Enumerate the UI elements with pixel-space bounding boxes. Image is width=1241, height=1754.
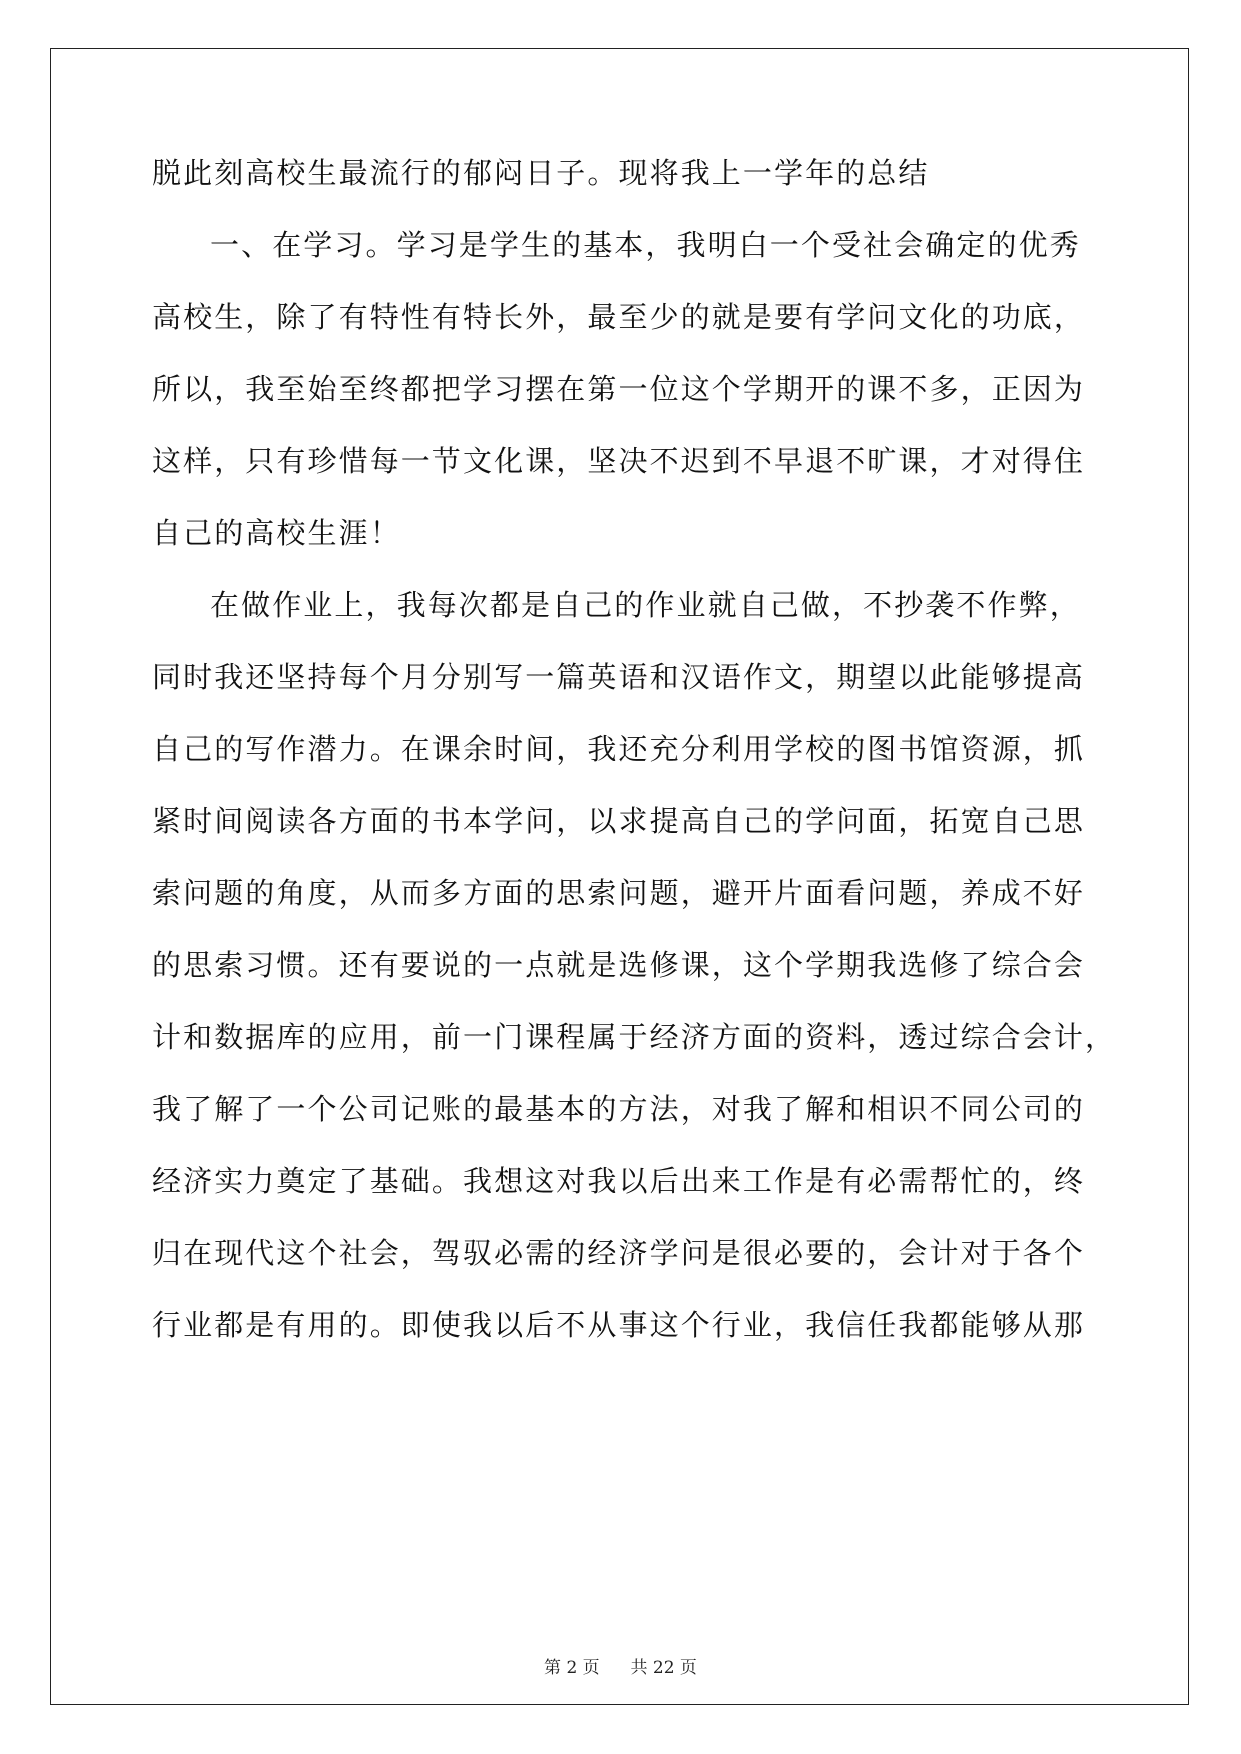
page-total: 共 22 页 — [630, 1658, 697, 1678]
body-line: 高校生，除了有特性有特长外，最至少的就是要有学问文化的功底， — [152, 300, 1086, 334]
page-footer — [0, 1656, 1241, 1680]
body-line: 所以，我至始至终都把学习摆在第一位这个学期开的课不多，正因为 — [152, 372, 1086, 406]
body-line: 索问题的角度，从而多方面的思索问题，避开片面看问题，养成不好 — [152, 876, 1086, 910]
body-line: 计和数据库的应用，前一门课程属于经济方面的资料，透过综合会计， — [152, 1020, 1117, 1054]
body-line: 经济实力奠定了基础。我想这对我以后出来工作是有必需帮忙的，终 — [152, 1164, 1086, 1198]
paragraph-first-line: 一、在学习。学习是学生的基本，我明白一个受社会确定的优秀 — [210, 228, 1081, 262]
body-line: 自己的高校生涯！ — [152, 516, 401, 550]
body-line: 紧时间阅读各方面的书本学问，以求提高自己的学问面，拓宽自己思 — [152, 804, 1086, 838]
body-line: 归在现代这个社会，驾驭必需的经济学问是很必要的，会计对于各个 — [152, 1236, 1086, 1270]
paragraph-first-line: 在做作业上，我每次都是自己的作业就自己做，不抄袭不作弊， — [210, 588, 1081, 622]
body-line: 我了解了一个公司记账的最基本的方法，对我了解和相识不同公司的 — [152, 1092, 1086, 1126]
body-line: 行业都是有用的。即使我以后不从事这个行业，我信任我都能够从那 — [152, 1308, 1086, 1342]
body-line: 自己的写作潜力。在课余时间，我还充分利用学校的图书馆资源，抓 — [152, 732, 1086, 766]
body-line: 同时我还坚持每个月分别写一篇英语和汉语作文，期望以此能够提高 — [152, 660, 1086, 694]
body-line: 脱此刻高校生最流行的郁闷日子。现将我上一学年的总结 — [152, 156, 930, 190]
body-line: 的思索习惯。还有要说的一点就是选修课，这个学期我选修了综合会 — [152, 948, 1086, 982]
page-number: 第 2 页 — [544, 1658, 600, 1678]
body-line: 这样，只有珍惜每一节文化课，坚决不迟到不早退不旷课，才对得住 — [152, 444, 1086, 478]
